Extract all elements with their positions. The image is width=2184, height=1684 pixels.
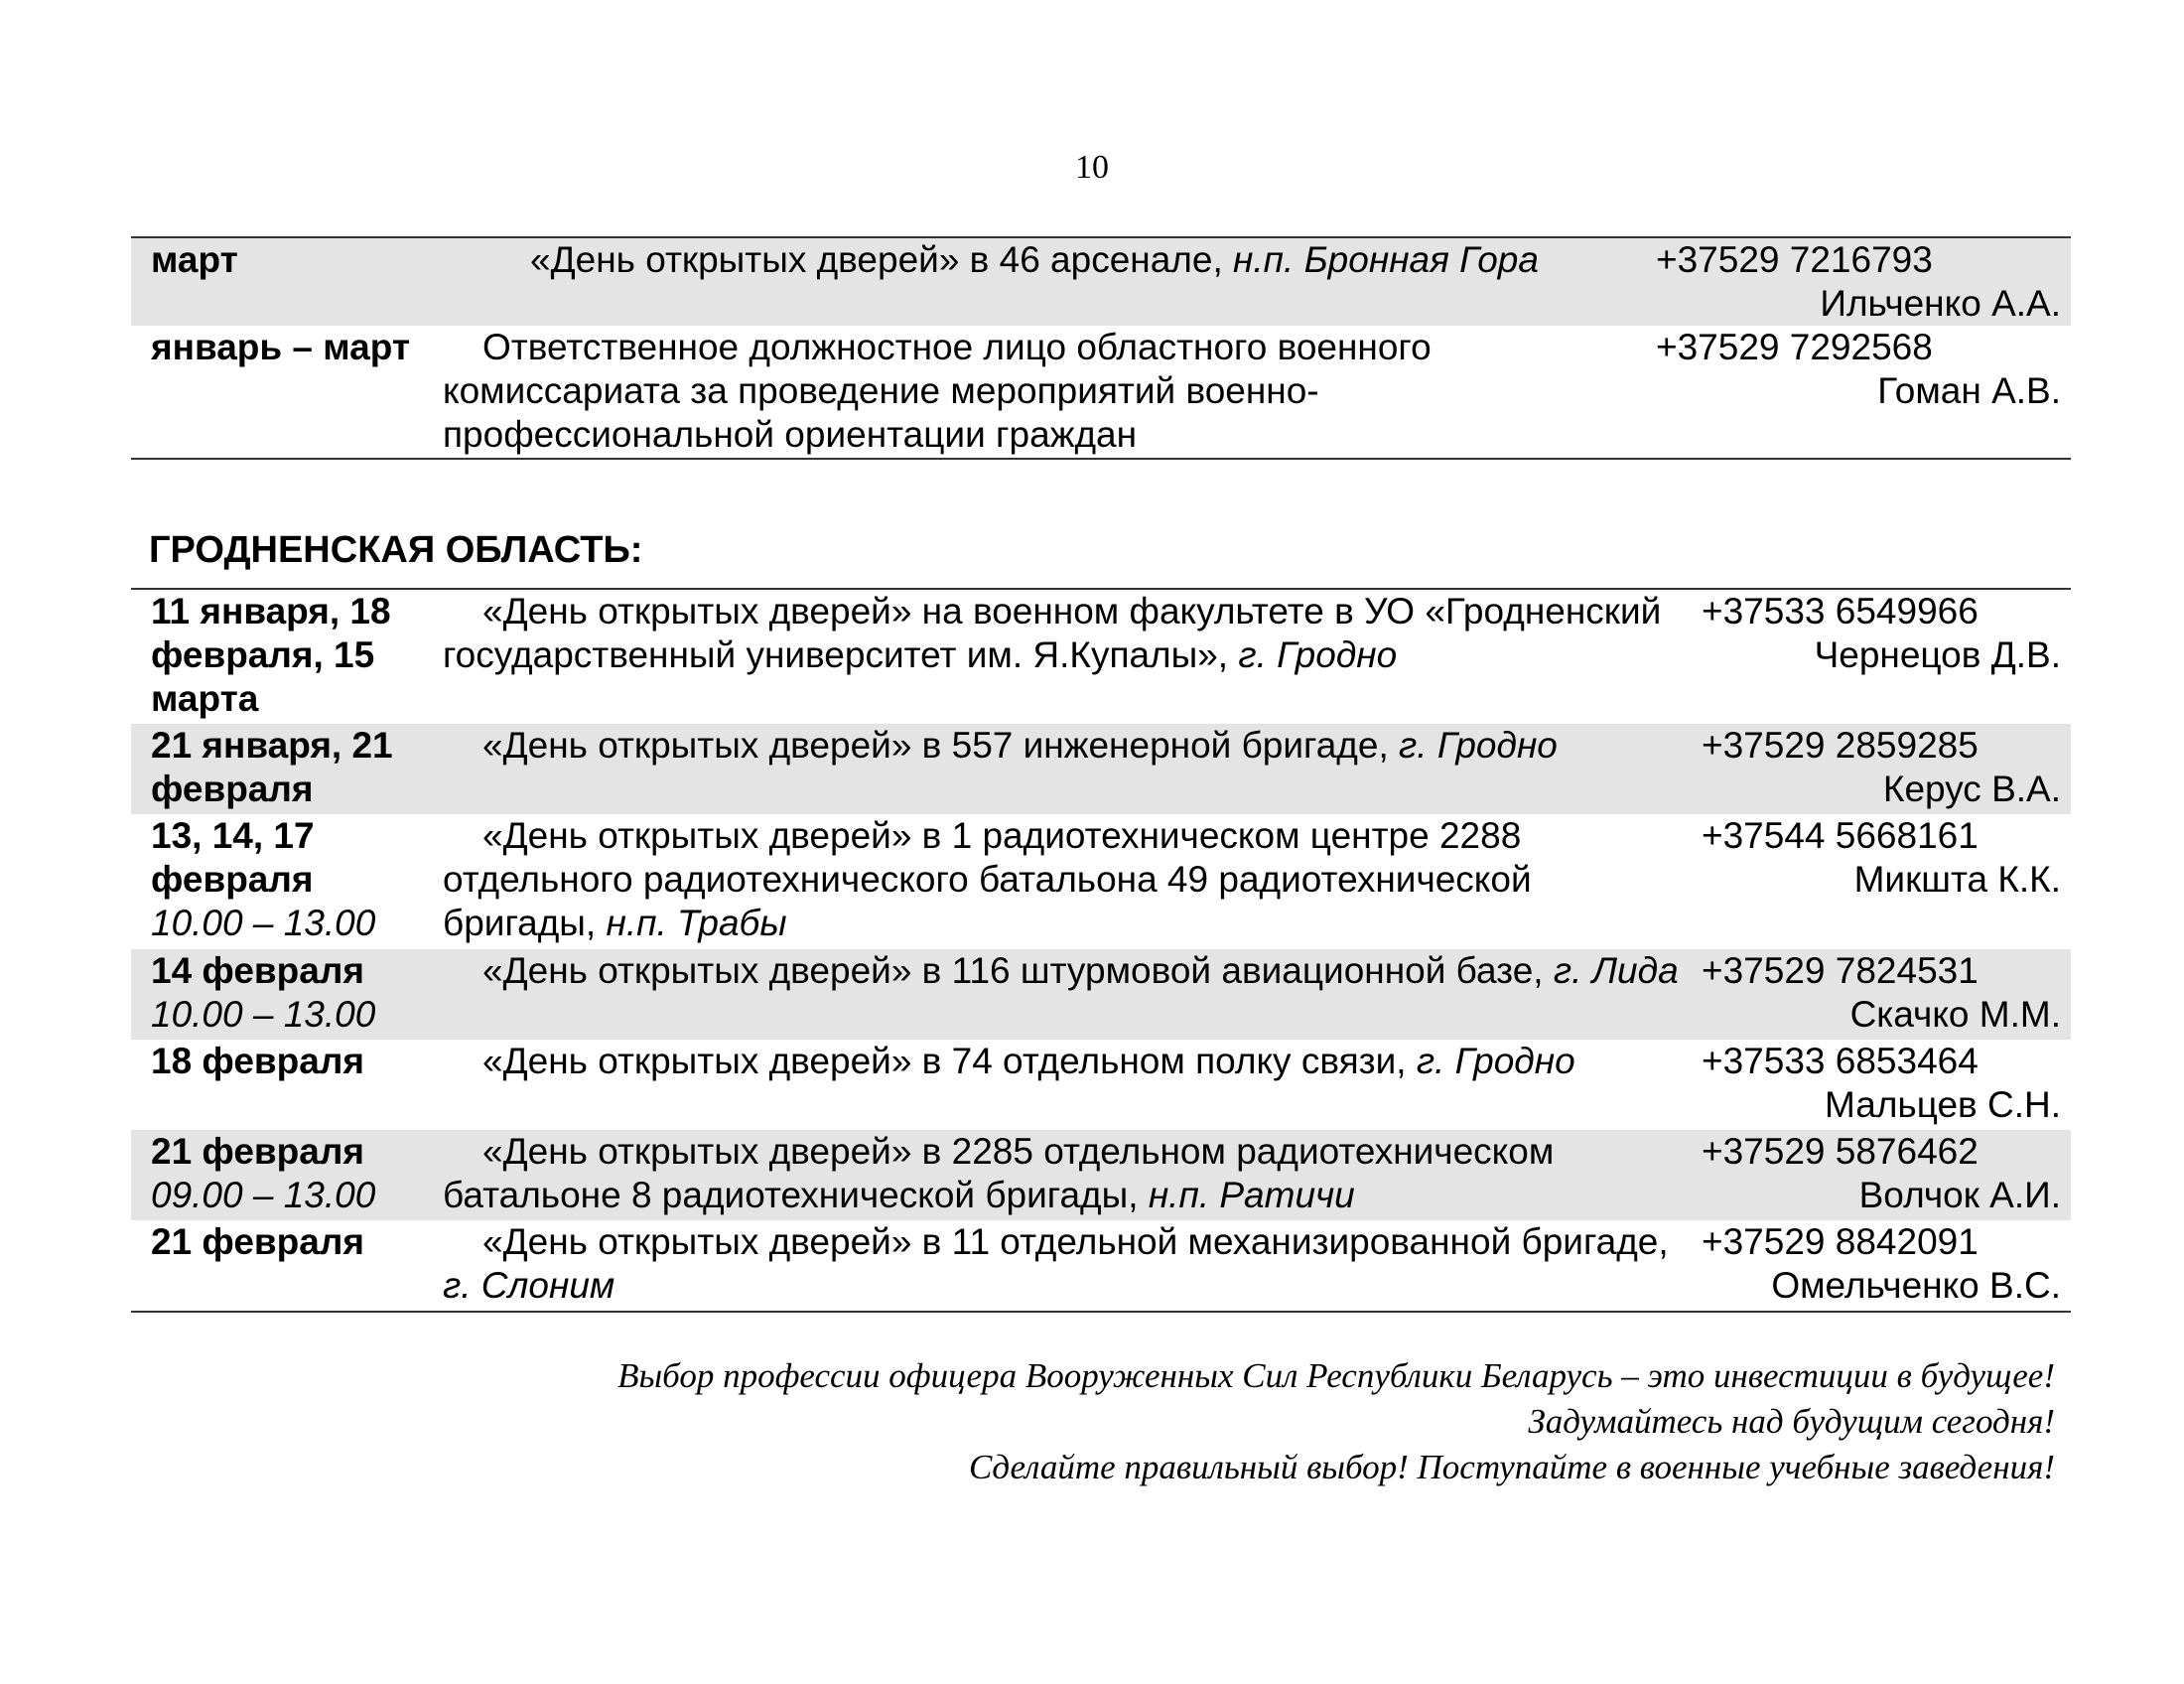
event-place: г. Гродно [1416,1041,1575,1081]
date-text: январь – март [151,327,410,367]
event-text: «День открытых дверей» в 2285 отдельном радиотехническом батальоне 8 радиотехнической бригады, [443,1131,1555,1215]
event-time: 10.00 – 13.00 [151,903,376,943]
event-time: 10.00 – 13.00 [151,994,376,1035]
contact-name: Омельченко В.С. [1771,1265,2061,1306]
contact-phone: +37529 2859285 [1702,725,1979,766]
table-row [131,1040,2071,1130]
event-description [441,590,1690,723]
event-description [441,326,1644,457]
region-heading: ГРОДНЕНСКАЯ ОБЛАСТЬ: [149,529,643,571]
event-place: н.п. Бронная Гора [1233,239,1539,280]
event-line [443,238,1644,282]
event-description [441,949,1690,1039]
event-text: «День открытых дверей» в 1 радиотехническом центре 2288 отдельного радиотехнического батальона 49 радиотехнической бригады, [443,815,1532,943]
event-place: г. Гродно [1399,725,1558,766]
contact [1690,1130,2071,1219]
date-text: 21 января, 21 февраля [151,725,393,809]
contact-name: Скачко М.М. [1849,994,2061,1035]
event-text: «День открытых дверей» в 11 отдельной механизированной бригаде, [482,1221,1669,1262]
event-date [131,949,441,1039]
date-text: 14 февраля [151,950,364,991]
table-row [131,326,2071,458]
contact [1644,238,2071,325]
event-date [131,590,441,723]
event-place: н.п. Ратичи [1148,1175,1355,1215]
footer-line: Сделайте правильный выбор! Поступайте в военные учебные заведения! [969,1448,2055,1486]
event-text: «День открытых дверей» на военном факультете в УО «Гродненский государственный университет им. Я.Купалы», [443,591,1662,675]
event-date [131,238,441,325]
footer-line: Задумайтесь над будущим сегодня! [1528,1402,2055,1441]
contact [1690,724,2071,813]
table-row [131,238,2071,326]
table-row [131,1220,2071,1311]
event-date [131,724,441,813]
table-row [131,814,2071,949]
event-place: г. Лида [1553,950,1679,991]
contact-name: Мальцев С.Н. [1825,1084,2061,1125]
event-date [131,1220,441,1310]
event-date [131,814,441,948]
contact-name: Волчок А.И. [1858,1175,2061,1215]
contact-name: Гоман А.В. [1877,370,2061,411]
event-description [441,1040,1690,1129]
contact-phone: +37529 7292568 [1656,327,1933,367]
table-row [131,590,2071,724]
event-text: «День открытых дверей» в 74 отдельном полку связи, [482,1041,1417,1081]
contact [1690,1040,2071,1129]
contact-phone: +37529 7216793 [1656,239,1933,280]
table-row [131,1130,2071,1220]
contact [1644,326,2071,457]
table-row [131,724,2071,814]
date-text: март [151,239,238,280]
event-text: «День открытых дверей» в 116 штурмовой авиационной базе, [482,950,1554,991]
footer-line: Выбор профессии офицера Вооруженных Сил Республики Беларусь – это инвестиции в будущее! [617,1356,2055,1395]
date-text: 18 февраля [151,1041,364,1081]
event-text: «День открытых дверей» в 46 арсенале, [530,239,1234,280]
events-table-previous-region [131,236,2071,460]
contact-name: Микшта К.К. [1853,859,2061,900]
contact [1690,814,2071,948]
date-text: 13, 14, 17 февраля [151,815,315,900]
event-date [131,1040,441,1129]
events-table-grodno-region [131,588,2071,1313]
contact-name: Чернецов Д.В. [1814,634,2061,675]
contact-phone: +37529 8842091 [1702,1221,1979,1262]
contact-phone: +37533 6549966 [1702,591,1979,632]
event-description [441,238,1644,325]
event-description [441,1130,1690,1219]
contact-phone: +37544 5668161 [1702,815,1979,856]
event-place: г. Гродно [1238,634,1398,675]
event-date [131,326,441,457]
event-place: н.п. Трабы [606,903,787,943]
page-number: 10 [1075,149,1109,186]
contact-phone: +37529 7824531 [1702,950,1979,991]
contact [1690,590,2071,723]
date-text: 21 февраля [151,1221,364,1262]
table-row [131,949,2071,1040]
date-text: 11 января, 18 февраля, 15 марта [151,591,391,719]
contact-phone: +37529 5876462 [1702,1131,1979,1172]
contact [1690,1220,2071,1310]
event-description [441,814,1690,948]
event-description [441,724,1690,813]
event-description [441,1220,1690,1310]
contact-phone: +37533 6853464 [1702,1041,1979,1081]
date-text: 21 февраля [151,1131,364,1172]
event-place: г. Слоним [443,1265,615,1306]
event-text: Ответственное должностное лицо областного военного комиссариата за проведение мероприятий военно-профессиональной ориентации граждан [443,327,1432,455]
footer-slogan [268,1353,2055,1490]
event-time: 09.00 – 13.00 [151,1175,376,1215]
event-date [131,1130,441,1219]
contact [1690,949,2071,1039]
event-text: «День открытых дверей» в 557 инженерной бригаде, [482,725,1400,766]
contact-name: Ильченко А.А. [1820,283,2061,324]
contact-name: Керус В.А. [1882,769,2061,809]
